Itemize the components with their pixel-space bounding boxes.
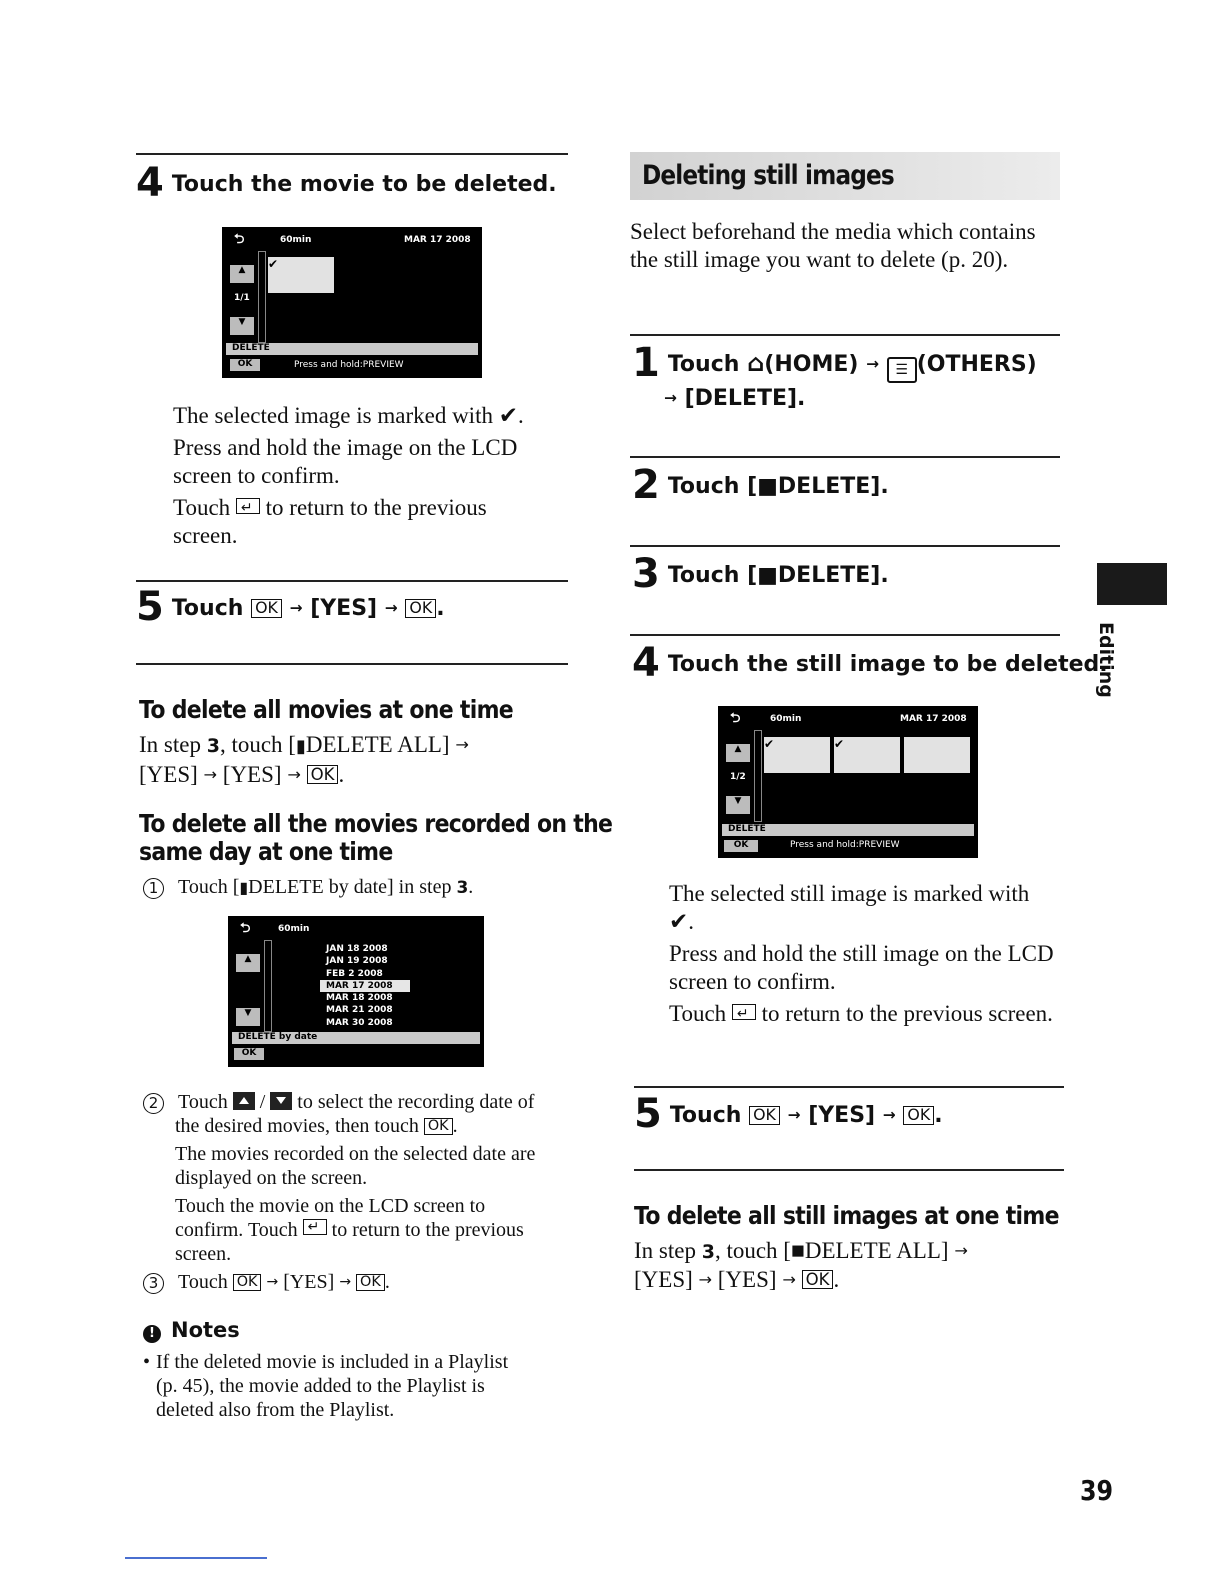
divider [630,334,1060,336]
delete-by-date-item-2: 2 Touch / to select the recording date of the desired movies, then touch OK . The movies recorded on the selected date are displayed on the screen. Touch the movie on the LCD screen to confirm. Touch ↵ to return to the previous screen. [143,1090,583,1266]
scrollbar[interactable] [258,251,266,343]
ok-icon: OK [749,1106,780,1125]
home-icon: ⌂ [747,349,765,377]
divider [630,456,1060,458]
notes-icon: ! [143,1325,161,1343]
delete-by-date-item-1: 1 Touch [▮DELETE by date] in step 3. [143,875,573,900]
date-label: MAR 17 2008 [900,714,967,724]
back-icon[interactable]: ⮌ [730,711,741,726]
step-4-still-heading: 4 Touch the still image to be deleted. [632,640,1108,686]
delete-bar: DELETE [722,824,974,836]
notes-bullet: • If the deleted movie is included in a Playlist (p. 45), the movie added to the Playlist is deleted also from the Playlist. [143,1351,509,1421]
delete-all-movies-text: In step 3, touch [▮DELETE ALL] → [YES] → [YES] → OK . [139,732,469,787]
selected-date[interactable]: MAR 17 2008 [320,980,410,992]
scrollbar[interactable] [754,730,762,822]
return-icon [732,1004,756,1020]
divider [630,634,1060,636]
preview-hint: Press and hold:PREVIEW [790,840,900,850]
step-3-heading: 3 Touch [■DELETE]. [632,551,889,597]
date-list[interactable]: JAN 18 2008 JAN 19 2008 FEB 2 2008 MAR 17 2008 MAR 18 2008 MAR 21 2008 MAR 30 2008 [320,943,410,1029]
divider [634,1086,1064,1088]
scroll-down-button[interactable]: ▼ [236,1008,260,1026]
capacity-label: 60min [770,714,802,724]
lcd-screen-movie-select [222,227,482,378]
thumbnail[interactable] [834,737,900,773]
return-icon [236,498,260,514]
back-icon[interactable]: ⮌ [240,921,251,936]
step-4-text: The selected image is marked with ✔. Press and hold the image on the LCD screen to confirm. Touch ↵ to return to the previous screen. [173,402,553,550]
check-icon: ✔ [268,257,279,271]
up-arrow-icon [233,1092,255,1110]
divider [136,663,568,665]
thumbnail[interactable] [764,737,830,773]
ok-icon: OK [233,1274,262,1291]
date-label: MAR 17 2008 [404,235,471,245]
step-5-heading: 5 Touch OK → [YES] → OK . [136,584,445,630]
page-label: 1/2 [730,772,746,782]
delete-all-movies-heading: To delete all movies at one time [139,695,514,724]
down-arrow-icon [270,1092,292,1110]
capacity-label: 60min [278,924,310,934]
lcd-screen-still-select [718,706,978,858]
section-title: Deleting still images [642,160,894,191]
divider [136,153,568,155]
side-tab-label: Editing [1095,622,1117,698]
page-label: 1/1 [234,293,250,303]
notes-heading: ! Notes [143,1318,240,1343]
ok-button[interactable]: OK [230,359,260,371]
section-banner [630,152,1060,200]
ok-icon: OK [903,1106,934,1125]
scroll-up-button[interactable]: ▲ [230,265,254,283]
delete-by-date-item-3: 3 Touch OK → [YES] → OK . [143,1270,573,1294]
scroll-down-button[interactable]: ▼ [726,796,750,814]
ok-icon: OK [405,599,436,618]
step-2-heading: 2 Touch [■DELETE]. [632,462,889,508]
scroll-up-button[interactable]: ▲ [236,954,260,972]
delete-all-still-text: In step 3, touch [■DELETE ALL] → [YES] → [YES] → OK . [634,1238,968,1292]
step-5-still-heading: 5 Touch OK → [YES] → OK . [634,1091,943,1137]
step-4-heading: 4 Touch the movie to be deleted. [136,160,557,206]
step-1-heading: 1 Touch ⌂(HOME) → ☰ (OTHERS) → [DELETE]. [632,340,1037,411]
check-icon: ✔ [764,737,775,751]
lcd-screen-date-list [228,916,484,1067]
page-number: 39 [1080,1474,1114,1507]
film-icon: ▮ [239,878,249,897]
ok-icon: OK [307,765,339,784]
ok-icon: OK [356,1274,385,1291]
divider [630,545,1060,547]
delete-bar: DELETE [226,343,478,355]
divider [136,580,568,582]
ok-button[interactable]: OK [234,1048,264,1060]
delete-by-date-bar: DELETE by date [232,1032,480,1044]
thumbnail[interactable] [904,737,970,773]
ok-icon: OK [802,1270,834,1289]
ok-icon: OK [251,599,282,618]
return-icon [303,1219,327,1235]
scrollbar[interactable] [264,940,272,1032]
capacity-label: 60min [280,235,312,245]
scroll-down-button[interactable]: ▼ [230,317,254,335]
thumbnail[interactable] [268,257,334,293]
ok-button[interactable]: OK [724,840,758,852]
divider [634,1169,1064,1171]
back-icon[interactable]: ⮌ [234,232,245,247]
check-icon: ✔ [834,737,845,751]
side-tab-marker [1097,563,1167,605]
step-4-still-text: The selected still image is marked with ✔. Press and hold the still image on the LCD screen to confirm. Touch ↵ to return to the previous screen. [669,880,1054,1028]
intro-text: Select beforehand the media which contains the still image you want to delete (p. 20). [630,219,1036,272]
scroll-up-button[interactable]: ▲ [726,744,750,762]
others-icon: ☰ [887,357,917,383]
film-icon: ▮ [295,736,306,757]
ok-icon: OK [424,1118,453,1135]
preview-hint: Press and hold:PREVIEW [294,360,404,370]
delete-by-date-heading: To delete all the movies recorded on the same day at one time [139,809,613,866]
delete-all-still-heading: To delete all still images at one time [634,1201,1059,1230]
footer-line [125,1557,267,1559]
